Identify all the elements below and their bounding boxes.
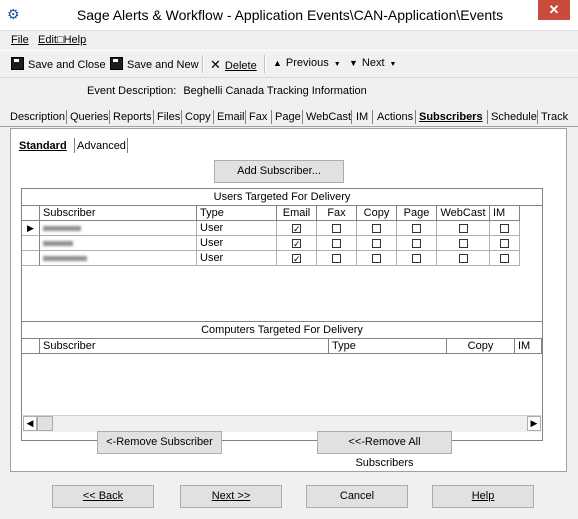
row-indicator[interactable] <box>22 221 40 236</box>
tab-strip <box>0 108 578 127</box>
subscriber-cell[interactable] <box>40 236 197 251</box>
grid-corner <box>22 206 40 221</box>
scroll-right-icon[interactable]: ▶ <box>527 416 541 431</box>
email-checkbox[interactable]: ✓ <box>293 239 301 249</box>
col-im[interactable]: IM <box>490 206 520 221</box>
im-cell <box>490 236 520 251</box>
fax-cell <box>317 221 357 236</box>
col-subscriber[interactable]: Subscriber <box>40 339 329 354</box>
tab-advanced[interactable]: Advanced <box>77 140 126 152</box>
tab-divider <box>245 110 246 124</box>
type-cell[interactable]: User <box>197 221 277 236</box>
scrollbar-thumb[interactable] <box>37 416 53 431</box>
help-button[interactable] <box>432 485 534 508</box>
fax-checkbox[interactable] <box>332 224 341 233</box>
save-icon <box>11 57 24 70</box>
tab-files[interactable]: Files <box>157 111 181 123</box>
tab-schedule[interactable]: Schedule <box>491 111 537 123</box>
webcast-cell <box>437 236 490 251</box>
current-row-icon: ▶ <box>27 223 34 233</box>
redacted-name <box>43 226 81 231</box>
copy-checkbox[interactable] <box>372 239 381 248</box>
tab-divider <box>66 110 67 124</box>
scroll-left-icon[interactable]: ◀ <box>23 416 37 431</box>
tab-fax[interactable]: Fax <box>249 111 268 123</box>
window-title: Sage Alerts & Workflow - Application Events\CAN-Application\Events <box>76 7 504 23</box>
page-cell <box>397 251 437 266</box>
users-grid <box>21 188 543 343</box>
chevron-down-icon: ▼ <box>333 61 341 68</box>
redacted-name <box>43 241 73 246</box>
chevron-down-icon: ▼ <box>389 61 397 68</box>
tab-divider <box>415 110 416 124</box>
redacted-name <box>43 256 87 261</box>
copy-cell <box>357 251 397 266</box>
col-fax[interactable]: Fax <box>317 206 357 221</box>
help-label: Help <box>471 490 495 502</box>
toolbar-separator <box>264 55 266 73</box>
save-close-button[interactable] <box>11 57 106 71</box>
previous-button[interactable] <box>273 57 341 69</box>
tab-divider <box>271 110 272 124</box>
im-checkbox[interactable] <box>500 224 509 233</box>
email-checkbox[interactable]: ✓ <box>293 254 301 264</box>
row-indicator[interactable] <box>22 251 40 266</box>
tab-webcast[interactable]: WebCast <box>306 111 352 123</box>
menu-edit-help[interactable]: Edit□Help <box>38 34 87 46</box>
tab-divider <box>487 110 488 124</box>
cancel-label: Cancel <box>339 490 375 502</box>
horizontal-scrollbar[interactable] <box>23 415 541 432</box>
row-indicator[interactable] <box>22 236 40 251</box>
arrow-up-icon: ▲ <box>273 58 282 68</box>
save-new-label: Save and New <box>127 59 199 71</box>
toolbar <box>0 50 578 78</box>
delete-x-icon: ✕ <box>210 57 221 72</box>
copy-checkbox[interactable] <box>372 254 381 263</box>
type-cell[interactable]: User <box>197 236 277 251</box>
save-icon <box>110 57 123 70</box>
tab-email[interactable]: Email <box>217 111 245 123</box>
cancel-button[interactable] <box>306 485 408 508</box>
copy-cell <box>357 221 397 236</box>
page-checkbox[interactable] <box>412 224 421 233</box>
tab-divider <box>74 138 75 153</box>
webcast-checkbox[interactable] <box>459 254 468 263</box>
email-cell <box>277 236 317 251</box>
tab-copy[interactable]: Copy <box>185 111 211 123</box>
tab-actions[interactable]: Actions <box>377 111 414 123</box>
event-description-label: Event Description: <box>87 85 177 97</box>
grid-corner <box>22 339 40 354</box>
type-cell[interactable]: User <box>197 251 277 266</box>
email-cell <box>277 221 317 236</box>
save-close-label: Save and Close <box>28 59 106 71</box>
tab-track[interactable]: Track <box>541 111 569 123</box>
menu-file[interactable]: File <box>11 34 29 46</box>
delete-label: Delete <box>224 60 257 72</box>
col-email[interactable]: Email <box>277 206 317 221</box>
col-type[interactable]: Type <box>329 339 447 354</box>
tab-page[interactable]: Page <box>275 111 301 123</box>
tab-divider <box>153 110 154 124</box>
tab-im[interactable]: IM <box>356 111 369 123</box>
close-button[interactable]: ✕ <box>538 0 570 20</box>
tab-standard[interactable]: Standard <box>19 140 67 152</box>
webcast-checkbox[interactable] <box>459 224 468 233</box>
email-cell <box>277 251 317 266</box>
fax-checkbox[interactable] <box>332 239 341 248</box>
email-checkbox[interactable]: ✓ <box>293 224 301 234</box>
tab-divider <box>109 110 110 124</box>
col-webcast[interactable]: WebCast <box>437 206 490 221</box>
menu-bar <box>0 31 578 49</box>
remove-all-subscribers-button[interactable]: <<-Remove All Subscribers <box>317 431 452 454</box>
users-grid-caption: Users Targeted For Delivery <box>22 189 542 206</box>
save-new-button[interactable] <box>110 57 199 71</box>
event-description <box>87 85 367 97</box>
previous-label: Previous <box>285 57 329 69</box>
next-button-footer[interactable] <box>180 485 282 508</box>
im-checkbox[interactable] <box>500 254 509 263</box>
tab-description[interactable]: Description <box>10 111 66 123</box>
col-im[interactable]: IM <box>515 339 542 354</box>
page-cell <box>397 221 437 236</box>
webcast-cell <box>437 221 490 236</box>
tab-divider <box>372 110 373 124</box>
tab-reports[interactable]: Reports <box>113 111 152 123</box>
next-footer-label: Next >> <box>211 490 251 502</box>
col-copy[interactable]: Copy <box>447 339 515 354</box>
tab-subscribers[interactable]: Subscribers <box>419 111 483 123</box>
tab-queries[interactable]: Queries <box>70 111 109 123</box>
computers-grid <box>21 321 543 441</box>
back-label: << Back <box>82 490 124 502</box>
im-checkbox[interactable] <box>500 239 509 248</box>
next-label: Next <box>361 57 385 69</box>
col-copy[interactable]: Copy <box>357 206 397 221</box>
title-bar <box>0 0 578 31</box>
subscribers-panel <box>10 128 567 472</box>
im-cell <box>490 251 520 266</box>
computers-grid-caption: Computers Targeted For Delivery <box>22 322 542 339</box>
copy-checkbox[interactable] <box>372 224 381 233</box>
tab-divider <box>127 138 128 153</box>
add-subscriber-button[interactable]: Add Subscriber... <box>214 160 344 183</box>
im-cell <box>490 221 520 236</box>
copy-cell <box>357 236 397 251</box>
page-checkbox[interactable] <box>412 254 421 263</box>
col-page[interactable]: Page <box>397 206 437 221</box>
tab-divider <box>181 110 182 124</box>
fax-cell <box>317 236 357 251</box>
subscriber-cell[interactable] <box>40 251 197 266</box>
next-button[interactable] <box>349 57 396 69</box>
subscriber-cell[interactable] <box>40 221 197 236</box>
app-icon: ⚙ <box>7 6 20 22</box>
col-type[interactable]: Type <box>197 206 277 221</box>
tab-divider <box>351 110 352 124</box>
page-checkbox[interactable] <box>412 239 421 248</box>
arrow-down-icon: ▼ <box>349 58 358 68</box>
back-button[interactable] <box>52 485 154 508</box>
fax-checkbox[interactable] <box>332 254 341 263</box>
tab-divider <box>302 110 303 124</box>
tab-divider <box>213 110 214 124</box>
fax-cell <box>317 251 357 266</box>
col-subscriber[interactable]: Subscriber <box>40 206 197 221</box>
page-cell <box>397 236 437 251</box>
remove-subscriber-button[interactable]: <-Remove Subscriber <box>97 431 222 454</box>
event-description-value: Beghelli Canada Tracking Information <box>183 85 367 97</box>
webcast-checkbox[interactable] <box>459 239 468 248</box>
webcast-cell <box>437 251 490 266</box>
toolbar-separator <box>202 55 204 73</box>
tab-divider <box>537 110 538 124</box>
delete-button[interactable] <box>210 57 257 73</box>
